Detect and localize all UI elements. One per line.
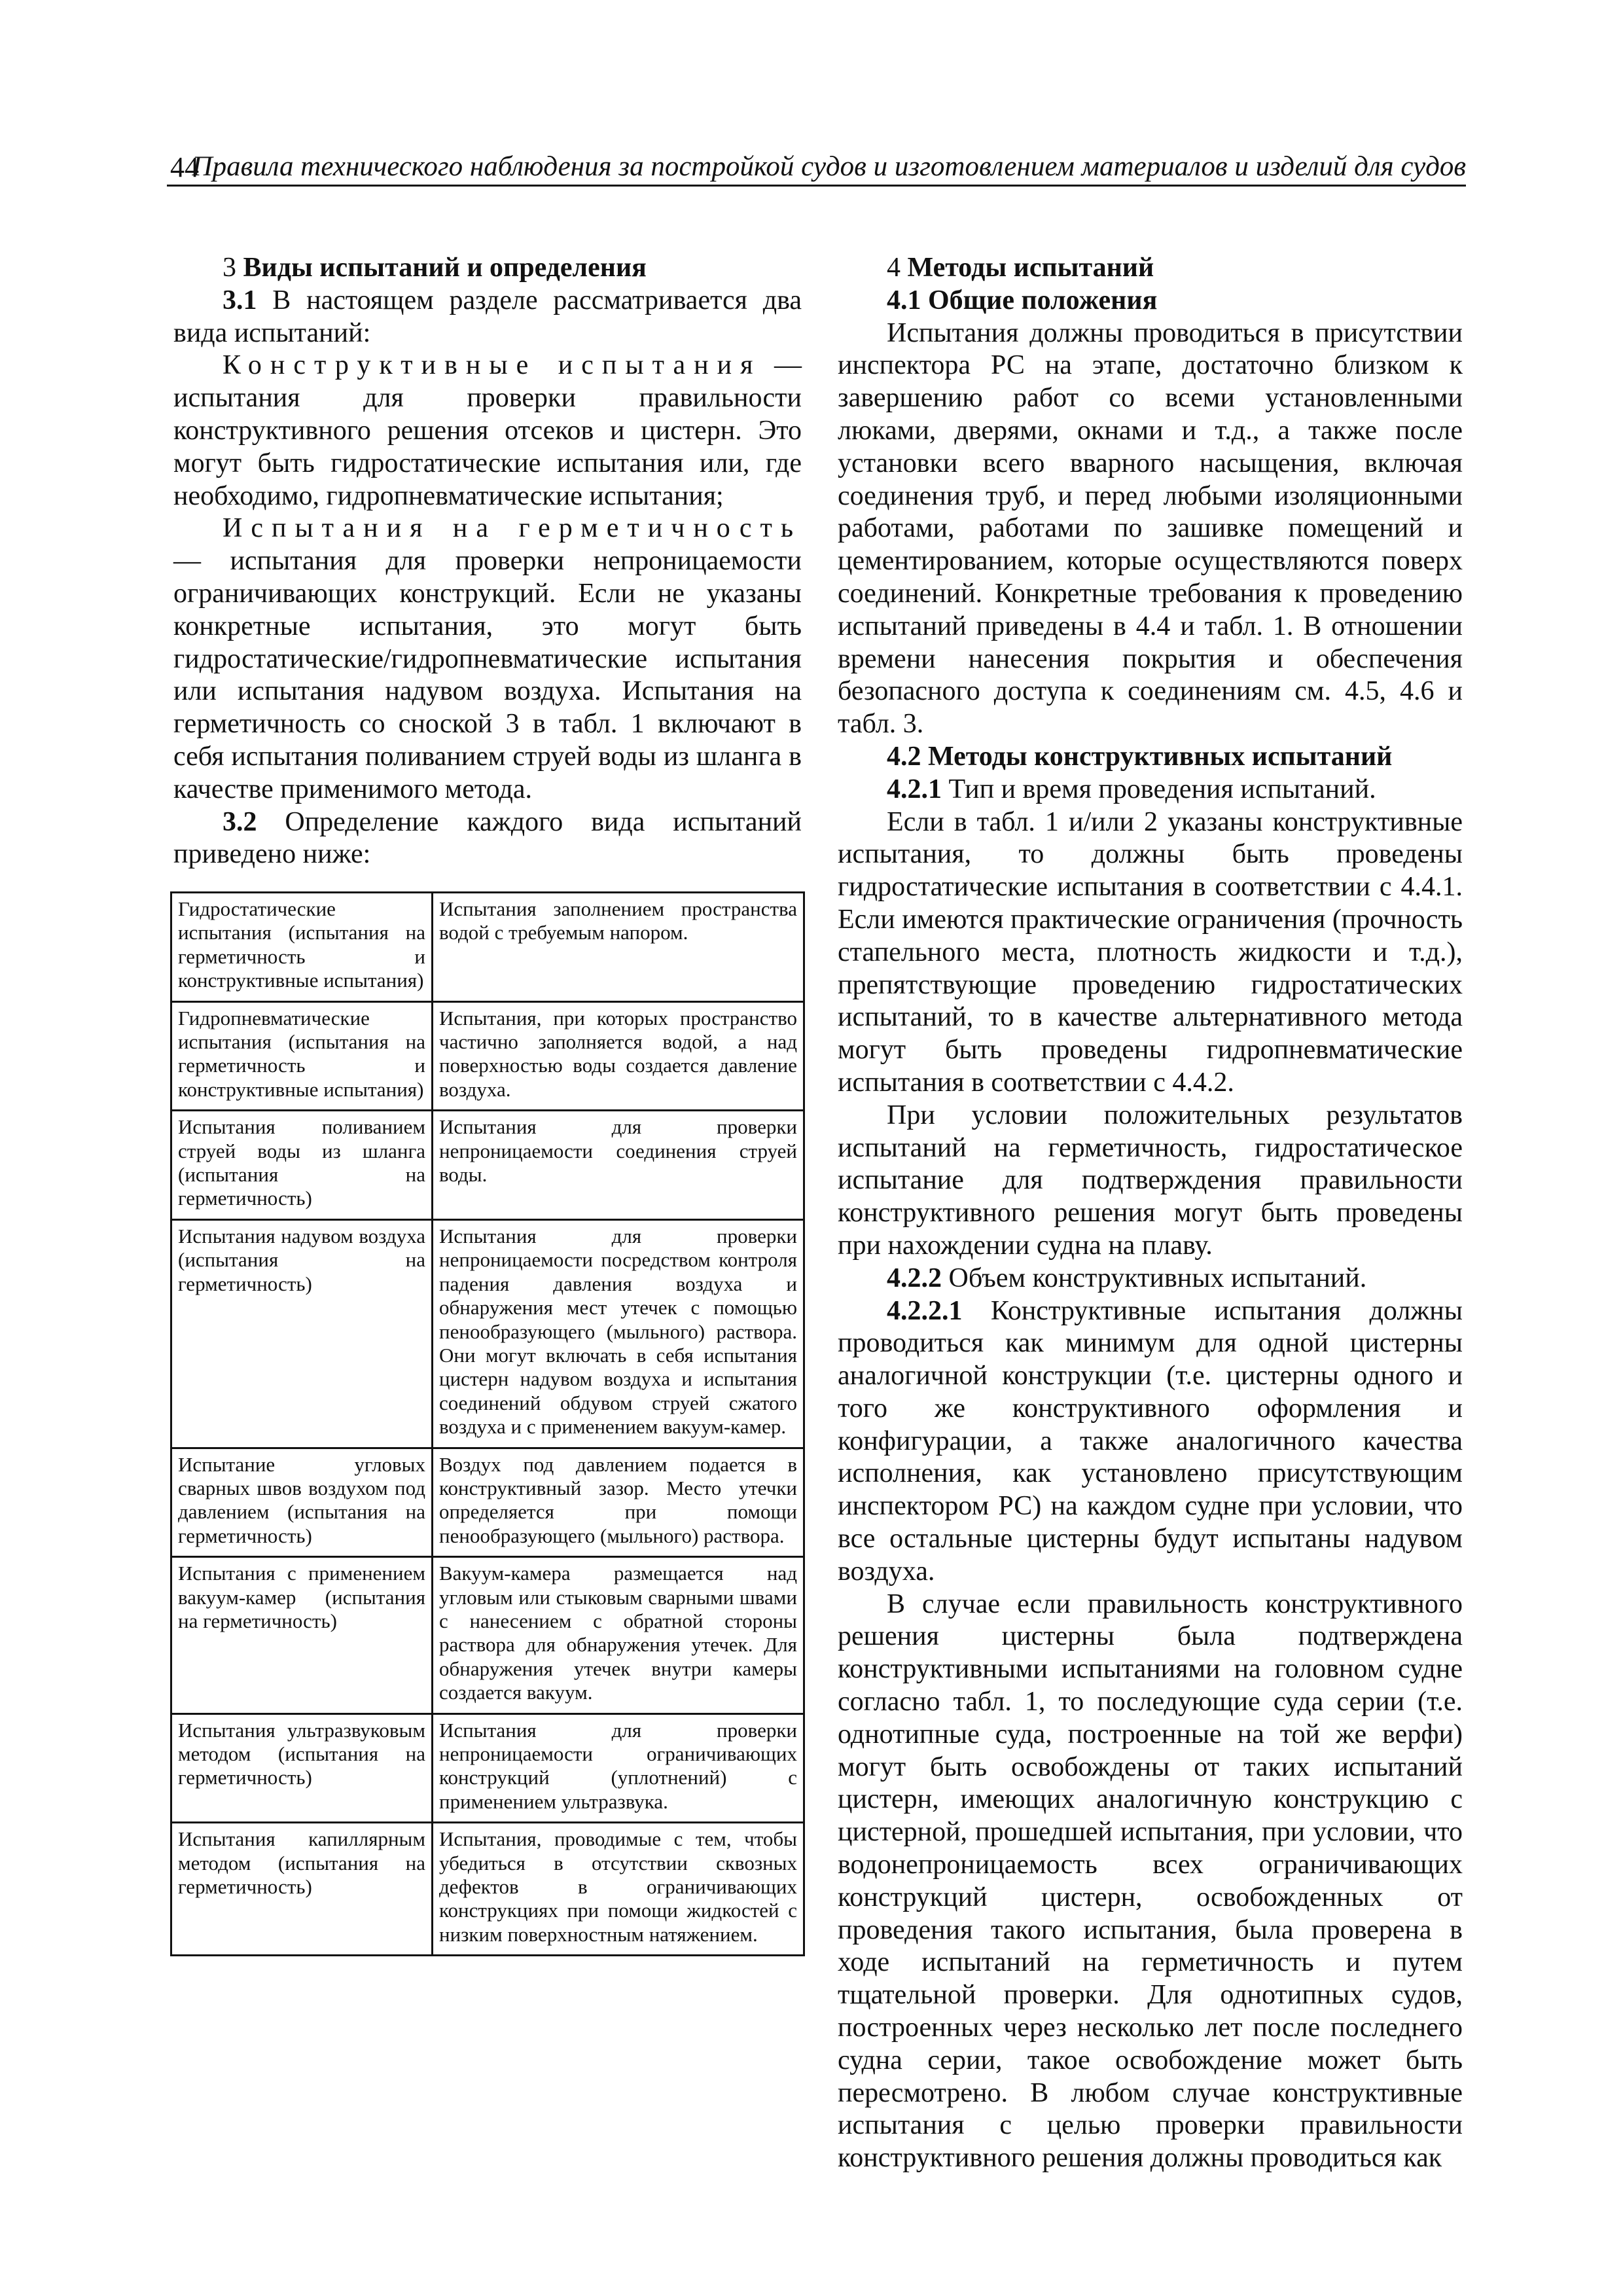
paragraph-4-2-2-1-b: В случае если правильность конструктивного решения цистерны была подтверждена конструктивными испытаниями на головном судне согласно табл. 1, то последующие суда серии (т.е. однотипные суда, построенные на той же верфи) могут быть освобождены от таких испытаний цистерн, имеющих аналогичную конструкцию с цистерной, прошедшей испытания, при условии, что водонепроницаемость всех ограничивающих конструкций цистерн, освобожденных от проведения такого испытания, была проверена в ходе испытаний на герметичность и путем тщательной проверки. Для однотипных судов, построенных через несколько лет после последнего судна серии, такое освобождение может быть пересмотрено. В любом случае конструктивные испытания с целью проверки правильности конструктивного решения должны проводиться как (838, 1588, 1463, 2174)
paragraph-4-2-2 (838, 1263, 1463, 1295)
right-column (838, 252, 1463, 2175)
test-name-cell: Гидропневматические испытания (испытания на герметичность и конструктивные испытания) (171, 1001, 433, 1111)
section-4-2-heading (838, 741, 1463, 774)
defined-term: Конструктивные испытания (223, 350, 762, 381)
clause-number: 4.2.2.1 (887, 1295, 963, 1326)
test-name-cell: Испытания поливанием струей воды из шланга (испытания на герметичность) (171, 1111, 433, 1220)
clause-number: 3.1 (223, 285, 257, 315)
paragraph-3-1 (173, 285, 802, 350)
section-number: 4.2 (887, 741, 921, 772)
left-column (173, 252, 802, 871)
test-definition-cell: Испытания для проверки непроницаемости посредством контроля падения давления воздуха и обнаружения мест утечек с помощью пенообразующего (мыльного) раствора. Они могут включать в себя испытания цистерн надувом воздуха и испытания соединений обдувом струей сжатого воздуха и с применением вакуум-камер. (433, 1219, 804, 1448)
test-name-cell: Испытания с применением вакуум-камер (испытания на герметичность) (171, 1557, 433, 1713)
table-row (171, 1448, 804, 1557)
section-title: Общие положения (928, 285, 1158, 315)
header-rule (167, 185, 1466, 187)
section-title: Методы конструктивных испытаний (928, 741, 1393, 772)
paragraph-4-2-1 (838, 774, 1463, 806)
test-name-cell: Испытания капиллярным методом (испытания на герметичность) (171, 1823, 433, 1956)
section-3-heading (173, 252, 802, 285)
paragraph-text: В настоящем разделе рассматривается два вида испытаний: (173, 285, 802, 348)
test-definition-cell: Испытания, проводимые с тем, чтобы убедиться в отсутствии сквозных дефектов в ограничивающих конструкциях при помощи жидкостей с низким поверхностным натяжением. (433, 1823, 804, 1956)
section-number: 4.1 (887, 285, 921, 315)
page-number: 44 (170, 151, 199, 183)
clause-number: 3.2 (223, 806, 257, 837)
paragraph-4-2-1-b: При условии положительных результатов испытаний на герметичность, гидростатическое испытание для подтверждения правильности конструктивного решения могут быть проведены при нахождении судна на плаву. (838, 1100, 1463, 1261)
test-definition-cell: Испытания, при которых пространство частично заполняется водой, а над поверхностью воды создается давление воздуха. (433, 1001, 804, 1111)
section-title: Методы испытаний (907, 253, 1154, 283)
section-number: 4 (887, 253, 901, 283)
clause-number: 4.2.2 (887, 1263, 942, 1293)
definition-text: — испытания для проверки непроницаемости ограничивающих конструкций. Если не указаны конкретные испытания, это могут быть гидростатические/гидропневматические испытания или испытания надувом воздуха. Испытания на герметичность со сноской 3 в табл. 1 включают в себя испытания поливанием струей воды из шланга в качестве применимого метода. (173, 546, 802, 804)
paragraph-text: Конструктивные испытания должны проводиться как минимум для одной цистерны аналогичной конструкции (т.е. цистерны одного и того же конструктивного оформления и конфигурации, а также аналогичного качества исполнения, как установлено присутствующим инспектором РС) на каждом судне при условии, что все остальные цистерны будут испытаны надувом воздуха. (838, 1295, 1463, 1587)
section-number: 3 (223, 253, 236, 283)
paragraph-text: Определение каждого вида испытаний приведено ниже: (173, 806, 802, 870)
test-name-cell: Испытания ультразвуковым методом (испытания на герметичность) (171, 1713, 433, 1823)
table-row (171, 1557, 804, 1713)
test-definition-cell: Испытания для проверки непроницаемости соединения струей воды. (433, 1111, 804, 1220)
defined-term: Испытания на герметичность (223, 513, 802, 544)
definition-tightness-tests (173, 512, 802, 806)
paragraph-3-2 (173, 806, 802, 872)
paragraph-text: Объем конструктивных испытаний. (948, 1263, 1367, 1293)
clause-number: 4.2.1 (887, 774, 942, 804)
paragraph-text: Тип и время проведения испытаний. (948, 774, 1376, 804)
test-definition-cell: Вакуум-камера размещается над угловым или стыковым сварными швами с нанесением с обратной стороны раствора для обнаружения утечек. Для обнаружения утечек внутри камеры создается вакуум. (433, 1557, 804, 1713)
table-row (171, 1111, 804, 1220)
section-4-1-heading (838, 285, 1463, 317)
test-definitions-table (170, 891, 805, 1956)
definition-text: — испытания для проверки правильности конструктивного решения отсеков и цистерн. Это могут быть гидростатические испытания или, где необходимо, гидропневматические испытания; (173, 350, 802, 511)
test-name-cell: Испытание угловых сварных швов воздухом под давлением (испытания на герметичность) (171, 1448, 433, 1557)
section-title: Виды испытаний и определения (243, 253, 647, 283)
test-definition-cell: Испытания для проверки непроницаемости ограничивающих конструкций (уплотнений) с применением ультразвука. (433, 1713, 804, 1823)
definition-constructive-tests (173, 350, 802, 512)
test-definition-cell: Воздух под давлением подается в конструктивный зазор. Место утечки определяется при помощи пенообразующего (мыльного) раствора. (433, 1448, 804, 1557)
running-title: Правила технического наблюдения за постройкой судов и изготовлением материалов и изделий для судов (192, 151, 1466, 182)
table-row (171, 1001, 804, 1111)
test-name-cell: Гидростатические испытания (испытания на герметичность и конструктивные испытания) (171, 893, 433, 1002)
paragraph-4-1: Испытания должны проводиться в присутствии инспектора РС на этапе, достаточно близком к завершению работ со всеми установленными люками, дверями, окнами и т.д., а также после установки всего вварного насыщения, включая соединения труб, и перед любыми изоляционными работами, работами по зашивке помещений и цементированием, которые осуществляются поверх соединений. Конкретные требования к проведению испытаний приведены в 4.4 и табл. 1. В отношении времени нанесения покрытия и обеспечения безопасного доступа к соединениям см. 4.5, 4.6 и табл. 3. (838, 317, 1463, 740)
table-row (171, 1823, 804, 1956)
page-header (167, 149, 1466, 188)
section-4-heading (838, 252, 1463, 285)
paragraph-4-2-1-a: Если в табл. 1 и/или 2 указаны конструктивные испытания, то должны быть проведены гидростатические испытания в соответствии с 4.4.1. Если имеются практические ограничения (прочность стапельного места, плотность жидкости и т.д.), препятствующие проведению гидростатических испытаний, то в качестве альтернативного метода могут быть проведены гидропневматические испытания в соответствии с 4.4.2. (838, 806, 1463, 1098)
table-row (171, 1219, 804, 1448)
test-definition-cell: Испытания заполнением пространства водой с требуемым напором. (433, 893, 804, 1002)
table-row (171, 893, 804, 1002)
test-name-cell: Испытания надувом воздуха (испытания на герметичность) (171, 1219, 433, 1448)
paragraph-4-2-2-1 (838, 1295, 1463, 1588)
table-row (171, 1713, 804, 1823)
